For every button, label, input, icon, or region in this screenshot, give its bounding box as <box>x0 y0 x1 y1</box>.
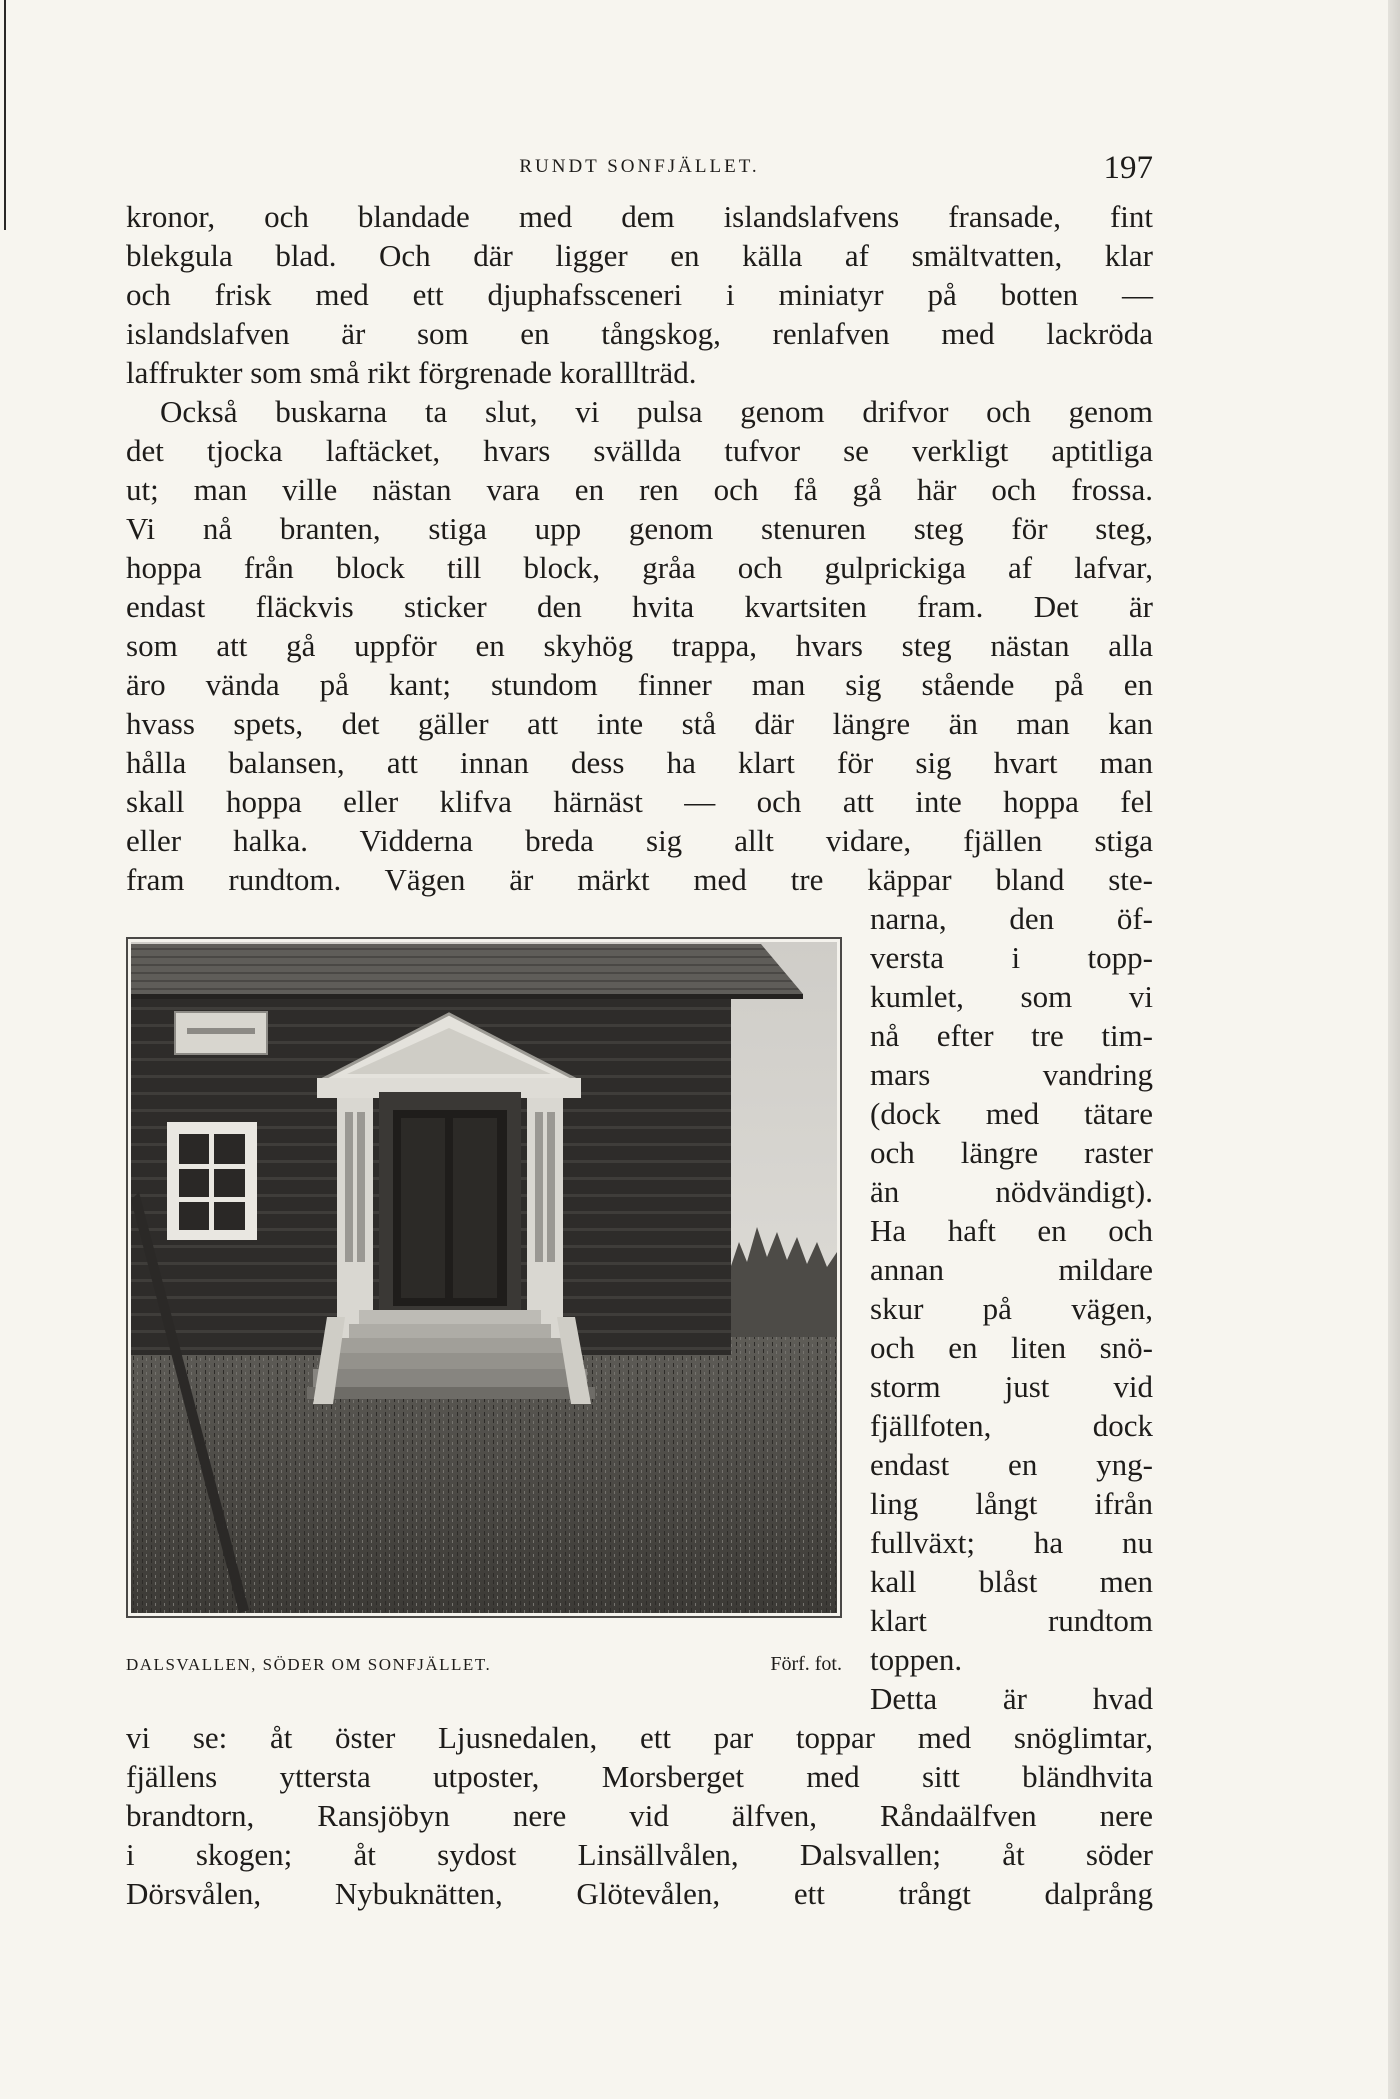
text-line: fjällfoten, dock <box>870 1408 1153 1443</box>
text-line: ling långt ifrån <box>870 1486 1153 1521</box>
text-line: toppen. <box>870 1642 963 1677</box>
text-line: i skogen; åt sydost Linsällvålen, Dalsvallen; åt söder <box>126 1837 1153 1872</box>
text-line: fram rundtom. Vägen är märkt med tre käppar bland ste- <box>126 862 1153 897</box>
text-line: endast en yng- <box>870 1447 1153 1482</box>
text-line: Detta är hvad <box>870 1681 1153 1716</box>
text-line: (dock med tätare <box>870 1096 1153 1131</box>
text-line: och frisk med ett djuphafssceneri i miniatyr på botten — <box>126 277 1153 312</box>
text-line: vi se: åt öster Ljusnedalen, ett par toppar med snöglimtar, <box>126 1720 1153 1755</box>
photo-credit: Förf. fot. <box>770 1653 842 1675</box>
text-line: Vi nå branten, stiga upp genom stenuren steg för steg, <box>126 511 1153 546</box>
text-line: Också buskarna ta slut, vi pulsa genom drifvor och genom <box>160 394 1153 429</box>
text-line: och en liten snö- <box>870 1330 1153 1365</box>
text-line: hoppa från block till block, gråa och gulprickiga af lafvar, <box>126 550 1153 585</box>
text-line: kumlet, som vi <box>870 979 1153 1014</box>
text-line: mars vandring <box>870 1057 1153 1092</box>
text-line: hvass spets, det gäller att inte stå där längre än man kan <box>126 706 1153 741</box>
text-line: som att gå uppför en skyhög trappa, hvars steg nästan alla <box>126 628 1153 663</box>
binding-edge-mark <box>4 0 6 230</box>
text-line: Dörsvålen, Nybuknätten, Glötevålen, ett trångt dalprång <box>126 1876 1153 1911</box>
text-line: det tjocka laftäcket, hvars svällda tufvor se verkligt aptitliga <box>126 433 1153 468</box>
text-line: än nödvändigt). <box>870 1174 1153 1209</box>
text-line: fjällens yttersta utposter, Morsberget med sitt bländhvita <box>126 1759 1153 1794</box>
text-line: laffrukter som små rikt förgrenade koralllträd. <box>126 355 697 390</box>
text-line: fullväxt; ha nu <box>870 1525 1153 1560</box>
text-line: nå efter tre tim- <box>870 1018 1153 1053</box>
figure-caption <box>126 1653 842 1683</box>
text-line: annan mildare <box>870 1252 1153 1287</box>
text-line: och längre raster <box>870 1135 1153 1170</box>
text-line: endast fläckvis sticker den hvita kvartsiten fram. Det är <box>126 589 1153 624</box>
text-line: kronor, och blandade med dem islandslafvens fransade, fint <box>126 199 1153 234</box>
text-line: islandslafven är som en tångskog, renlafven med lackröda <box>126 316 1153 351</box>
running-title: RUNDT SONFJÄLLET. <box>519 156 760 177</box>
text-line: storm just vid <box>870 1369 1153 1404</box>
text-line: blekgula blad. Och där ligger en källa af smältvatten, klar <box>126 238 1153 273</box>
page-header <box>126 150 1153 190</box>
text-line: hålla balansen, att innan dess ha klart för sig hvart man <box>126 745 1153 780</box>
text-line: narna, den öf- <box>870 901 1153 936</box>
text-line: klart rundtom <box>870 1603 1153 1638</box>
page-edge <box>1388 0 1400 2099</box>
text-line: skur på vägen, <box>870 1291 1153 1326</box>
text-line: kall blåst men <box>870 1564 1153 1599</box>
text-line: Ha haft en och <box>870 1213 1153 1248</box>
page-number: 197 <box>1103 150 1153 186</box>
text-line: eller halka. Vidderna breda sig allt vidare, fjällen stiga <box>126 823 1153 858</box>
farmhouse-photo <box>131 942 837 1613</box>
text-line: brandtorn, Ransjöbyn nere vid älfven, Råndaälfven nere <box>126 1798 1153 1833</box>
photo-frame <box>126 937 842 1618</box>
text-line: versta i topp- <box>870 940 1153 975</box>
text-line: ut; man ville nästan vara en ren och få gå här och frossa. <box>126 472 1153 507</box>
text-line: äro vända på kant; stundom finner man sig stående på en <box>126 667 1153 702</box>
figure <box>126 937 842 1620</box>
text-line: skall hoppa eller klifva härnäst — och att inte hoppa fel <box>126 784 1153 819</box>
caption-title: DALSVALLEN, SÖDER OM SONFJÄLLET. <box>126 1655 492 1674</box>
